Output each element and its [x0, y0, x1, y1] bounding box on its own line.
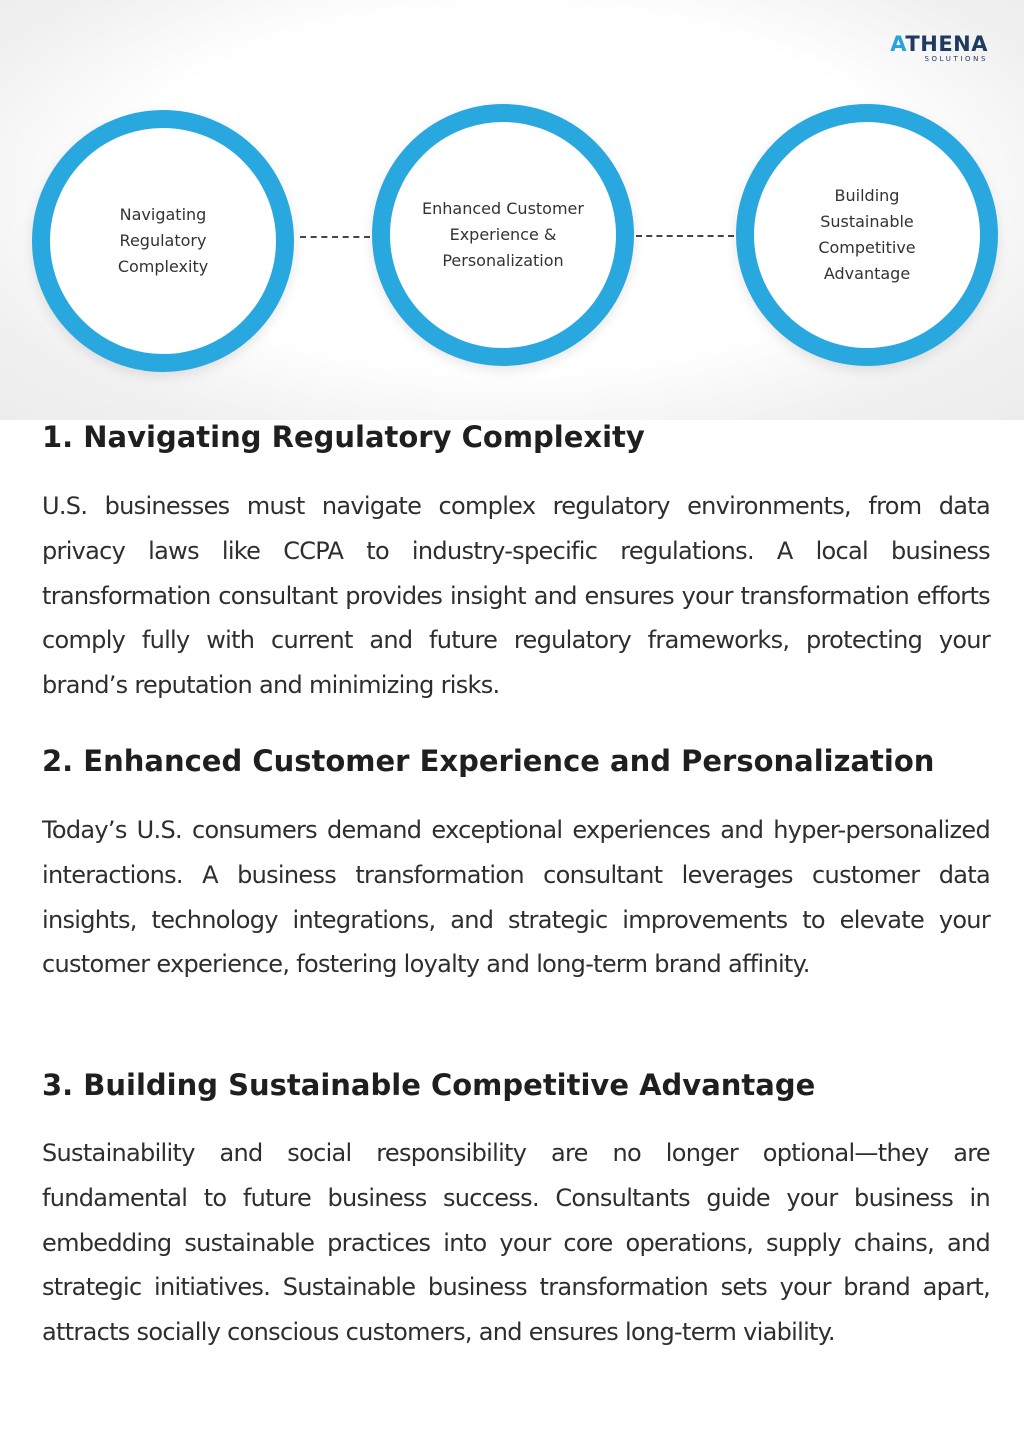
section-heading-1: 1. Navigating Regulatory Complexity — [42, 420, 645, 454]
dashed-connector-2 — [636, 235, 734, 237]
logo-initial: A — [890, 32, 906, 56]
section-heading-2: 2. Enhanced Customer Experience and Personalization — [42, 744, 935, 778]
circle-competitive-advantage — [736, 104, 998, 366]
circle-label: Building Sustainable Competitive Advantage — [818, 186, 916, 283]
circle-regulatory-complexity — [32, 110, 294, 372]
dashed-connector-1 — [300, 236, 370, 238]
athena-solutions-logo — [890, 34, 988, 63]
logo-name: THENA — [905, 32, 988, 56]
logo-subtitle: SOLUTIONS — [924, 55, 988, 63]
circle-label: Enhanced Customer Experience & Personalization — [422, 199, 584, 270]
logo-wordmark — [890, 34, 988, 54]
section-body-1: U.S. businesses must navigate complex regulatory environments, from data privacy laws like CCPA to industry-specific regulations. A local business transformation consultant provides insight and ensures your transformation efforts comply fully with current and future regulatory frameworks, protecting your brand’s reputation and minimizing risks. — [42, 492, 990, 700]
section-heading-3: 3. Building Sustainable Competitive Advantage — [42, 1068, 816, 1102]
section-body-2: Today’s U.S. consumers demand exceptional experiences and hyper-personalized interactions. A business transformation consultant leverages customer data insights, technology integrations, and strategic improvements to elevate your customer experience, fostering loyalty and long-term brand affinity. — [42, 816, 990, 979]
circle-customer-experience — [372, 104, 634, 366]
section-body-3: Sustainability and social responsibility are no longer optional—they are fundamental to future business success. Consultants guide your business in embedding sustainable practices into your core operations, supply chains, and strategic initiatives. Sustainable business transformation sets your brand apart, attracts socially conscious customers, and ensures long-term viability. — [42, 1139, 990, 1347]
circle-label: Navigating Regulatory Complexity — [117, 205, 209, 276]
